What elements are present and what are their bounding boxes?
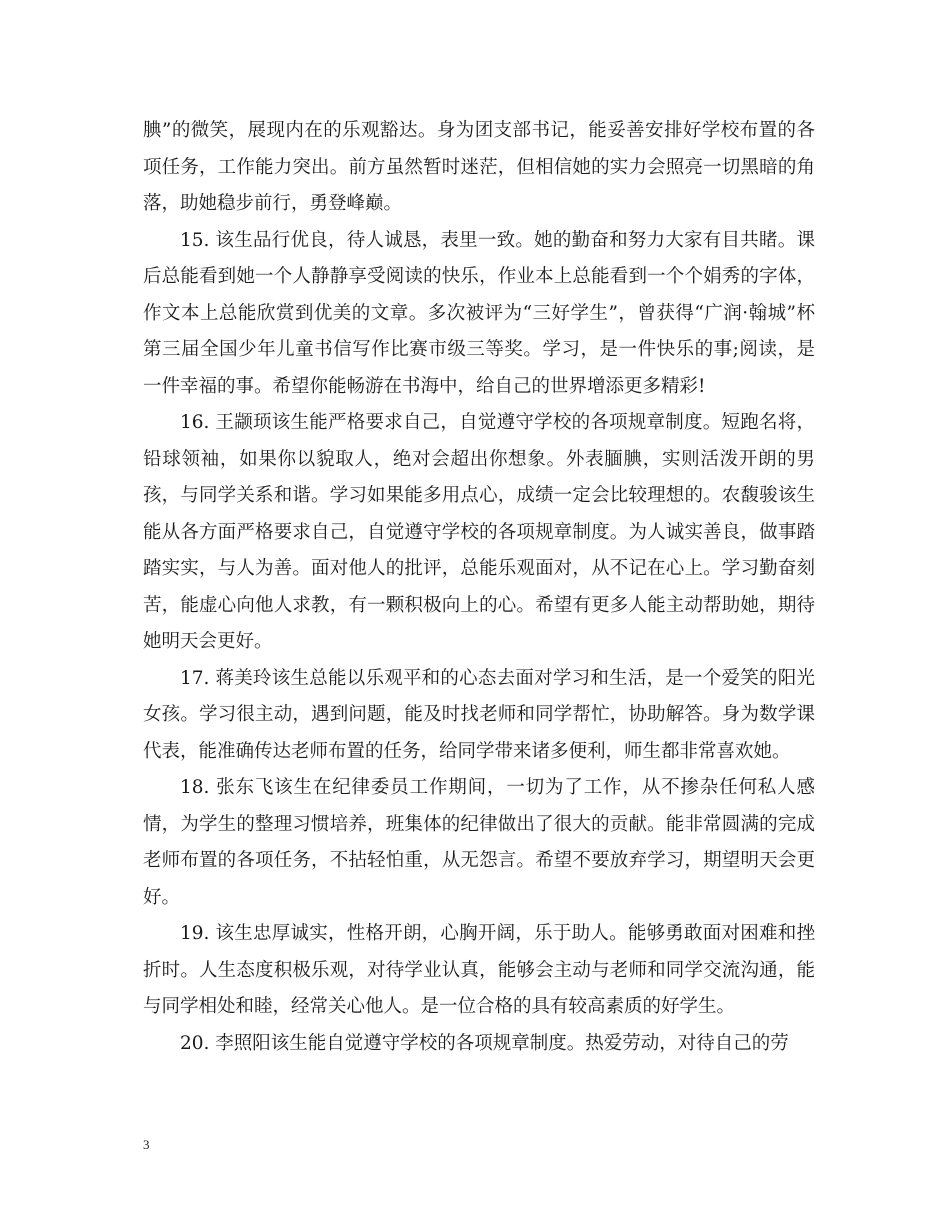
document-body: [143, 113, 815, 1062]
paragraph-15: 15. 该生品行优良，待人诚恳，表里一致。她的勤奋和努力大家有目共睹。课后总能看到她一个人静静享受阅读的快乐，作业本上总能看到一个个娟秀的字体，作文本上总能欣赏到优美的文章。多次被评为“三好学生”，曾获得“广润·翰城”杯第三届全国少年儿童书信写作比赛市级三等奖。学习，是一件快乐的事;阅读，是一件幸福的事。希望你能畅游在书海中，给自己的世界增添更多精彩!: [143, 229, 815, 397]
paragraph-17: 17. 蒋美玲该生总能以乐观平和的心态去面对学习和生活，是一个爱笑的阳光女孩。学习很主动，遇到问题，能及时找老师和同学帮忙，协助解答。身为数学课代表，能准确传达老师布置的任务，给同学带来诸多便利，师生都非常喜欢她。: [143, 667, 815, 762]
paragraph-19: 19. 该生忠厚诚实，性格开朗，心胸开阔，乐于助人。能够勇敢面对困难和挫折时。人生态度积极乐观，对待学业认真，能够会主动与老师和同学交流沟通，能与同学相处和睦，经常关心他人。是一位合格的具有较高素质的好学生。: [143, 923, 815, 1017]
paragraph-20: 20. 李照阳该生能自觉遵守学校的各项规章制度。热爱劳动，对待自己的劳: [180, 1032, 789, 1054]
paragraph-16: 16. 王颛顼该生能严格要求自己，自觉遵守学校的各项规章制度。短跑名将，铅球领袖，如果你以貌取人，绝对会超出你想象。外表腼腆，实则活泼开朗的男孩，与同学关系和谐。学习如果能多用点心，成绩一定会比较理想的。农馥骏该生能从各方面严格要求自己，自觉遵守学校的各项规章制度。为人诚实善良，做事踏踏实实，与人为善。面对他人的批评，总能乐观面对，从不记在心上。学习勤奋刻苦，能虚心向他人求教，有一颗积极向上的心。希望有更多人能主动帮助她，期待她明天会更好。: [143, 412, 815, 652]
page-number: 3: [143, 1137, 150, 1152]
paragraph-18: 18. 张东飞该生在纪律委员工作期间，一切为了工作，从不掺杂任何私人感情，为学生的整理习惯培养，班集体的纪律做出了很大的贡献。能非常圆满的完成老师布置的各项任务，不拈轻怕重，从无怨言。希望不要放弃学习，期望明天会更好。: [143, 777, 815, 908]
paragraph-continuation: 腆”的微笑，展现内在的乐观豁达。身为团支部书记，能妥善安排好学校布置的各项任务，工作能力突出。前方虽然暂时迷茫，但相信她的实力会照亮一切黑暗的角落，助她稳步前行，勇登峰巅。: [143, 120, 815, 214]
